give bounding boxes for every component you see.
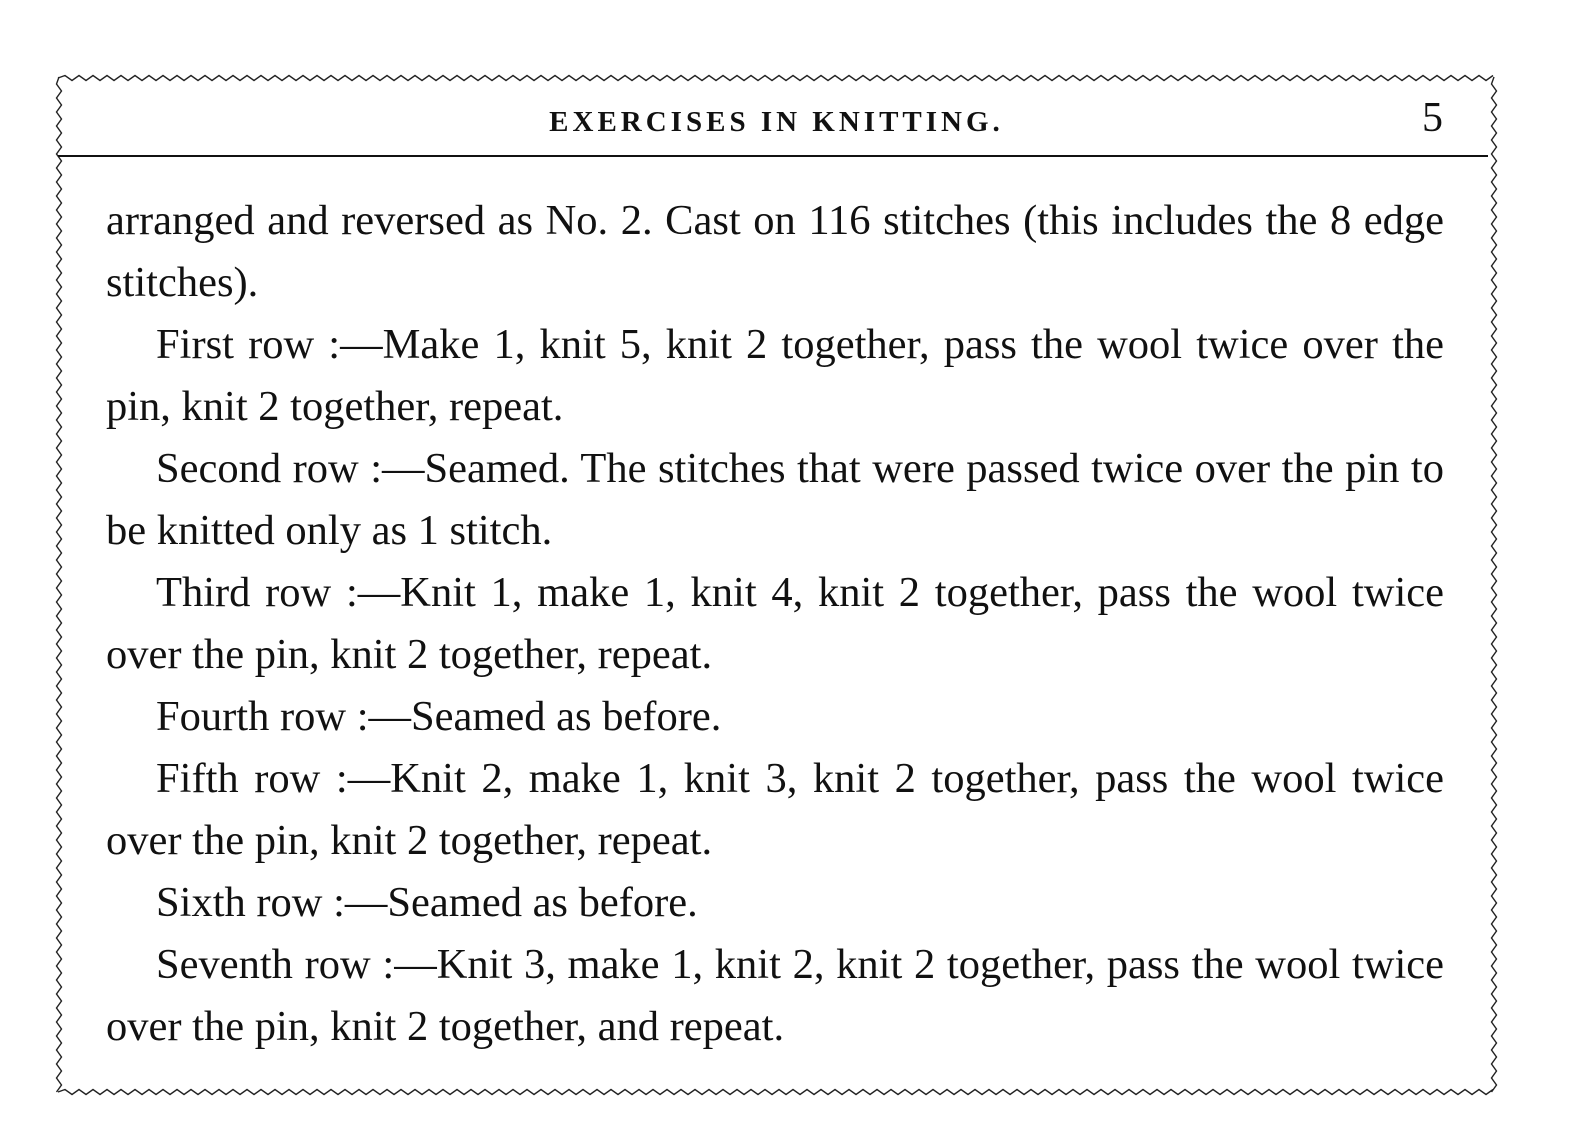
paragraph-fifth-row: Fifth row :—Knit 2, make 1, knit 3, knit 2 together, pass the wool twice over the pin, knit 2 together, repeat. xyxy=(106,755,1444,864)
page-number: 5 xyxy=(1422,95,1443,141)
running-head xyxy=(55,94,1498,154)
paragraph-fourth-row: Fourth row :—Seamed as before. xyxy=(156,693,722,740)
paragraph-seventh-row: Seventh row :—Knit 3, make 1, knit 2, knit 2 together, pass the wool twice over the pin, knit 2 together, and repeat. xyxy=(106,941,1444,1050)
paragraph-first-row: First row :—Make 1, knit 5, knit 2 together, pass the wool twice over the pin, knit 2 together, repeat. xyxy=(106,321,1444,430)
page-frame xyxy=(55,74,1498,1096)
paragraph-second-row: Second row :—Seamed. The stitches that were passed twice over the pin to be knitted only as 1 stitch. xyxy=(106,445,1444,554)
paragraph-third-row: Third row :—Knit 1, make 1, knit 4, knit 2 together, pass the wool twice over the pin, knit 2 together, repeat. xyxy=(106,569,1444,678)
paragraph-sixth-row: Sixth row :—Seamed as before. xyxy=(156,879,698,926)
paragraph-continuation: arranged and reversed as No. 2. Cast on 116 stitches (this includes the 8 edge stitches). xyxy=(106,197,1444,306)
page-title: EXERCISES IN KNITTING. xyxy=(549,106,1004,138)
header-rule xyxy=(58,155,1488,157)
body-text xyxy=(106,190,1444,1058)
